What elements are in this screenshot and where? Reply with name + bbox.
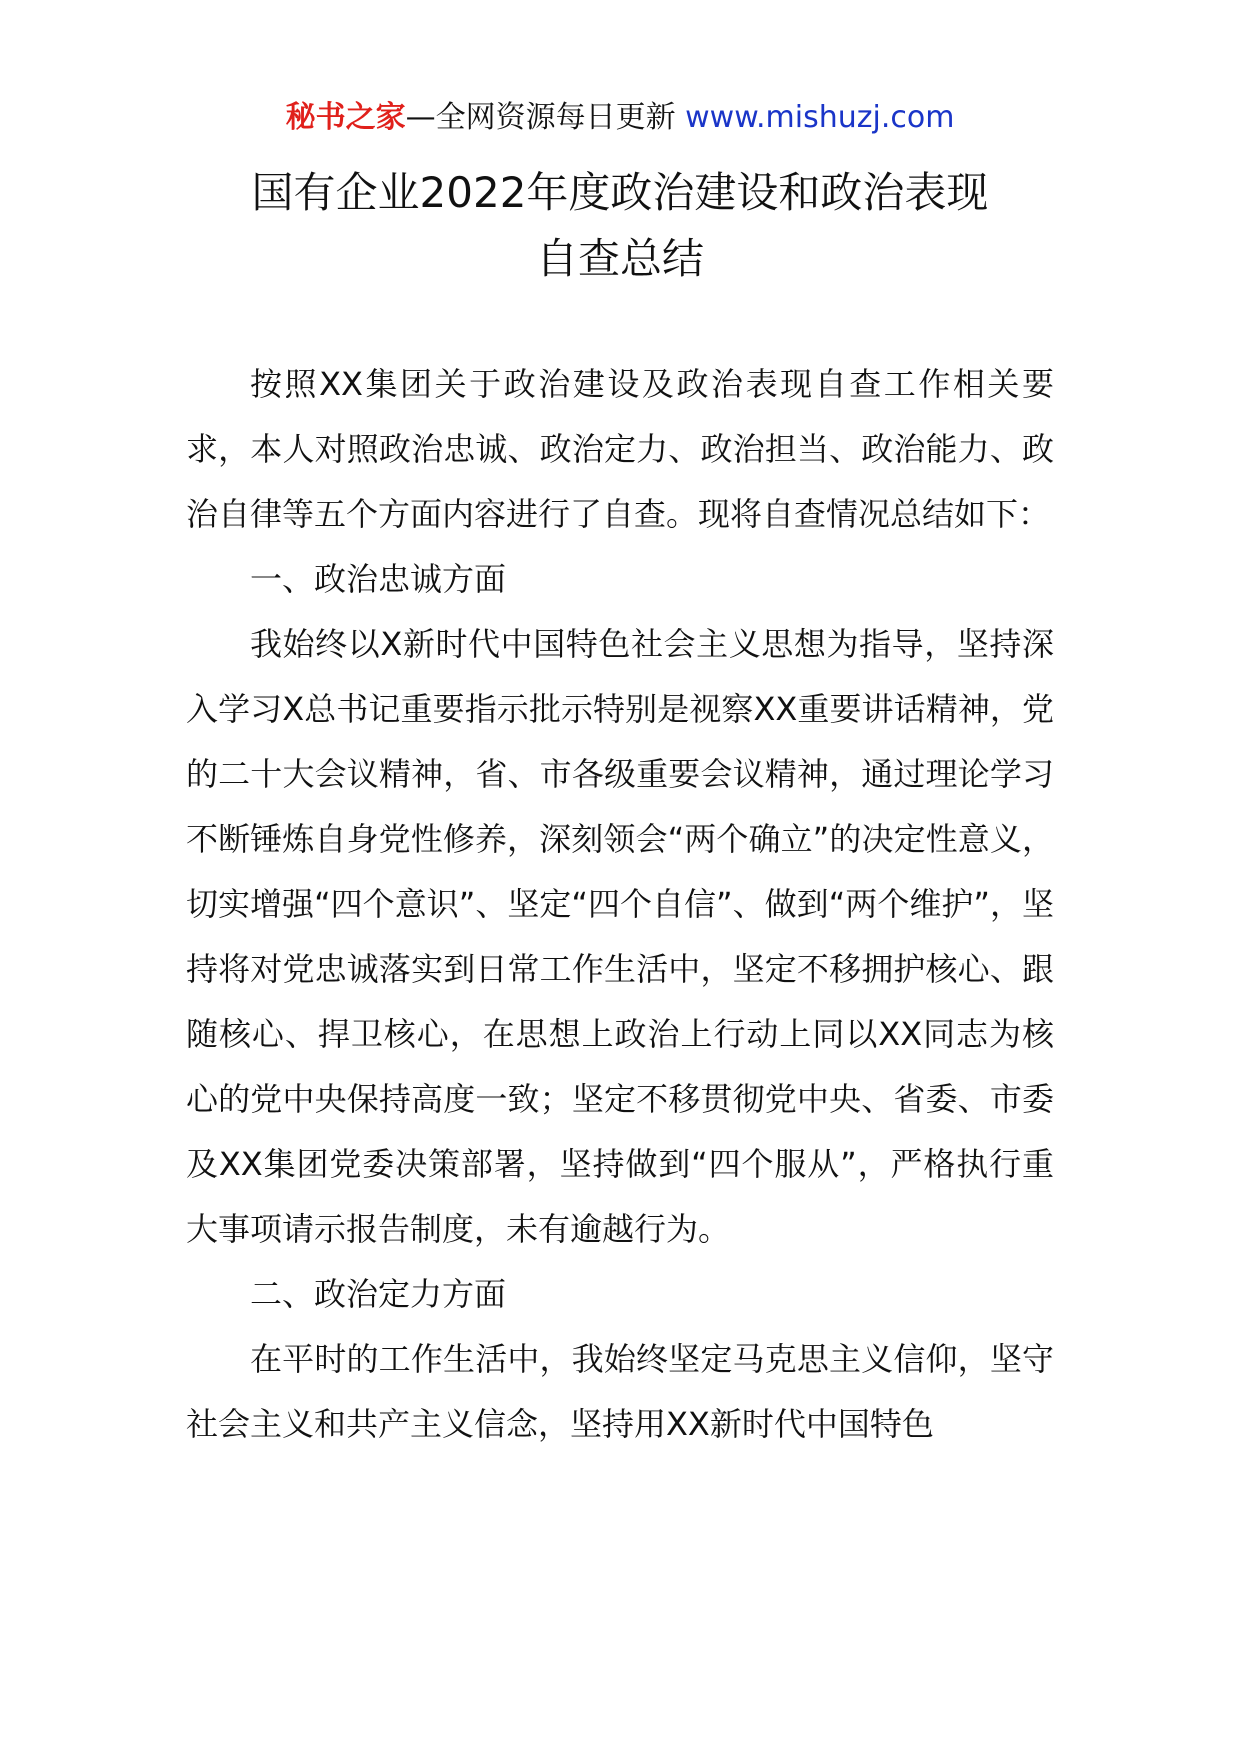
section-heading-1: 一、政治忠诚方面	[250, 560, 507, 598]
header-tagline: —全网资源每日更新	[405, 100, 676, 135]
section-2-paragraph: 在平时的工作生活中，我始终坚定马克思主义信仰，坚守社会主义和共产主义信念，坚持用XX新时代中国特色	[186, 1340, 1054, 1443]
document-body	[186, 352, 1054, 1457]
section-heading-2: 二、政治定力方面	[250, 1275, 507, 1313]
intro-paragraph: 按照XX集团关于政治建设及政治表现自查工作相关要求，本人对照政治忠诚、政治定力、政治担当、政治能力、政治自律等五个方面内容进行了自查。现将自查情况总结如下：	[186, 365, 1054, 533]
site-url: www.mishuzj.com	[685, 100, 955, 135]
section-1-paragraph: 我始终以X新时代中国特色社会主义思想为指导，坚持深入学习X总书记重要指示批示特别是视察XX重要讲话精神，党的二十大会议精神，省、市各级重要会议精神，通过理论学习不断锤炼自身党性修养，深刻领会“两个确立”的决定性意义，切实增强“四个意识”、坚定“四个自信”、做到“两个维护”，坚持将对党忠诚落实到日常工作生活中，坚定不移拥护核心、跟随核心、捍卫核心，在思想上政治上行动上同以XX同志为核心的党中央保持高度一致；坚定不移贯彻党中央、省委、市委及XX集团党委决策部署，坚持做到“四个服从”，严格执行重大事项请示报告制度，未有逾越行为。	[186, 625, 1054, 1248]
title-line-2: 自查总结	[535, 234, 704, 283]
title-line-1: 国有企业2022年度政治建设和政治表现	[251, 168, 989, 217]
document-title	[0, 160, 1240, 292]
brand-name: 秘书之家	[285, 100, 406, 135]
header-banner	[0, 98, 1240, 138]
